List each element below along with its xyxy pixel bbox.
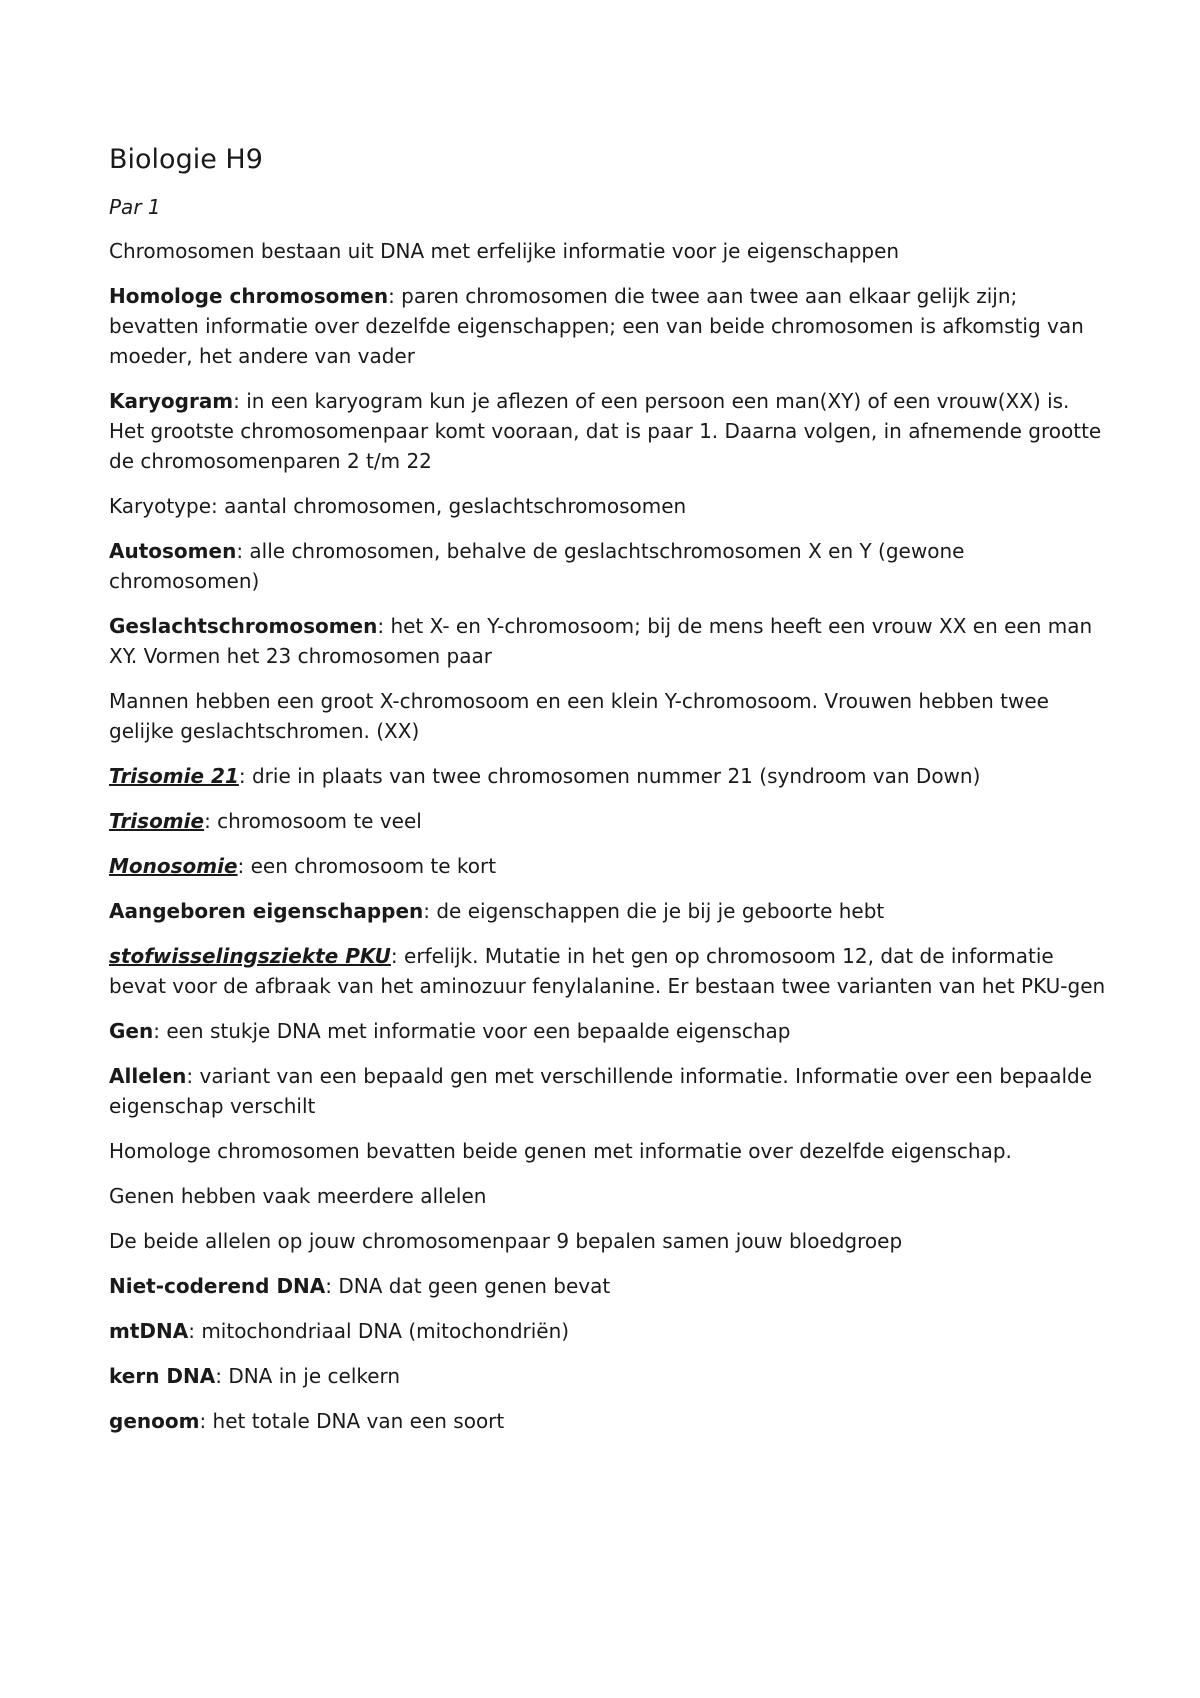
paragraph	[109, 761, 1109, 791]
term: kern DNA	[109, 1364, 216, 1388]
term: Karyogram	[109, 389, 234, 413]
term: stofwisselingsziekte PKU	[109, 944, 391, 968]
paragraph	[109, 1271, 1109, 1301]
paragraph	[109, 896, 1109, 926]
term: mtDNA	[109, 1319, 189, 1343]
definition: : drie in plaats van twee chromosomen nummer 21 (syndroom van Down)	[238, 764, 981, 788]
definition: : erfelijk. Mutatie in het gen op chromosoom 12, dat de informatie bevat voor de afbraak van het aminozuur fenylalanine. Er bestaan twee varianten van het PKU-gen	[109, 944, 1106, 998]
term: Monosomie	[109, 854, 238, 878]
definition: : mitochondriaal DNA (mitochondriën)	[188, 1319, 570, 1343]
paragraph	[109, 941, 1109, 1001]
paragraph	[109, 236, 1109, 266]
paragraph	[109, 611, 1109, 671]
term: Aangeboren eigenschappen	[109, 899, 424, 923]
term: genoom	[109, 1409, 200, 1433]
definition: De beide allelen op jouw chromosomenpaar 9 bepalen samen jouw bloedgroep	[109, 1229, 903, 1253]
term: Trisomie	[109, 809, 205, 833]
definition: : in een karyogram kun je aflezen of een persoon een man(XY) of een vrouw(XX) is. Het grootste chromosomenpaar komt vooraan, dat is paar 1. Daarna volgen, in afnemende grootte de chromosomenparen 2 t/m 22	[109, 389, 1102, 473]
term: Gen	[109, 1019, 154, 1043]
paragraph	[109, 1316, 1109, 1346]
paragraph	[109, 281, 1109, 371]
term: Allelen	[109, 1064, 187, 1088]
term: Geslachtschromosomen	[109, 614, 378, 638]
paragraph	[109, 386, 1109, 476]
definition: Karyotype: aantal chromosomen, geslachtschromosomen	[109, 494, 687, 518]
definition: : DNA in je celkern	[215, 1364, 401, 1388]
definition: Genen hebben vaak meerdere allelen	[109, 1184, 487, 1208]
paragraph	[109, 806, 1109, 836]
paragraph	[109, 1061, 1109, 1121]
term: Autosomen	[109, 539, 237, 563]
definition: : het X- en Y-chromosoom; bij de mens heeft een vrouw XX en een man XY. Vormen het 23 chromosomen paar	[109, 614, 1093, 668]
document-body	[109, 142, 1109, 1451]
paragraph	[109, 1136, 1109, 1166]
definition: : paren chromosomen die twee aan twee aan elkaar gelijk zijn; bevatten informatie over dezelfde eigenschappen; een van beide chromosomen is afkomstig van moeder, het andere van vader	[109, 284, 1084, 368]
definition: : een stukje DNA met informatie voor een bepaalde eigenschap	[153, 1019, 791, 1043]
paragraph	[109, 686, 1109, 746]
paragraph	[109, 491, 1109, 521]
term: Niet-coderend DNA	[109, 1274, 326, 1298]
definition: : variant van een bepaald gen met verschillende informatie. Informatie over een bepaalde eigenschap verschilt	[109, 1064, 1093, 1118]
paragraph	[109, 1406, 1109, 1436]
paragraph	[109, 1361, 1109, 1391]
term: Homologe chromosomen	[109, 284, 389, 308]
page-title: Biologie H9	[109, 144, 263, 175]
definition: Mannen hebben een groot X-chromosoom en een klein Y-chromosoom. Vrouwen hebben twee gelijke geslachtschromen. (XX)	[109, 689, 1049, 743]
definition: : alle chromosomen, behalve de geslachtschromosomen X en Y (gewone chromosomen)	[109, 539, 965, 593]
definition: : chromosoom te veel	[204, 809, 422, 833]
paragraph	[109, 536, 1109, 596]
definition: Chromosomen bestaan uit DNA met erfelijke informatie voor je eigenschappen	[109, 239, 900, 263]
paragraph	[109, 1181, 1109, 1211]
paragraph	[109, 1016, 1109, 1046]
definition: : een chromosoom te kort	[237, 854, 497, 878]
definition: Homologe chromosomen bevatten beide genen met informatie over dezelfde eigenschap.	[109, 1139, 1012, 1163]
definition: : het totale DNA van een soort	[199, 1409, 505, 1433]
definition: : de eigenschappen die je bij je geboorte hebt	[423, 899, 885, 923]
section-heading: Par 1	[109, 195, 161, 219]
paragraph	[109, 1226, 1109, 1256]
definition: : DNA dat geen genen bevat	[325, 1274, 611, 1298]
paragraph	[109, 851, 1109, 881]
term: Trisomie 21	[109, 764, 239, 788]
